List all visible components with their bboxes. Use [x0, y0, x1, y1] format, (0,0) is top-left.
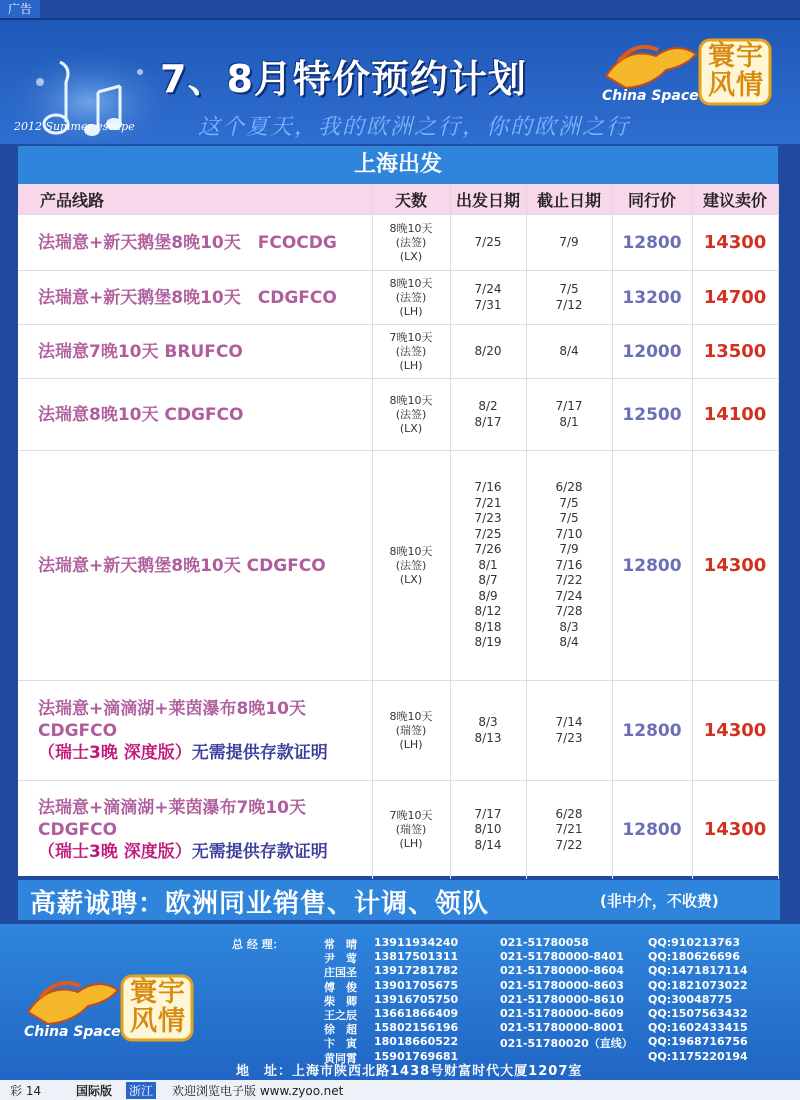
deadline-cell-value: 7/9: [559, 234, 579, 249]
peer-price-cell: 12800: [612, 215, 692, 271]
departure-cell-value: 7/26: [474, 542, 502, 557]
departure-cell-value: 7/16: [474, 480, 502, 495]
recruitment-note: (非中介，不收费): [600, 892, 719, 910]
deadline-cell: [526, 271, 612, 325]
departure-cell: [450, 325, 526, 379]
retail-price-cell: 13500: [692, 325, 778, 379]
departure-cell: [450, 215, 526, 271]
departure-cell: [450, 271, 526, 325]
days-cell-value: (LX): [399, 421, 423, 435]
days-cell: [372, 271, 450, 325]
departure-region: 上海出发: [18, 146, 778, 184]
deadline-cell-value: 7/28: [555, 604, 583, 619]
header-banner: [0, 20, 800, 144]
departure-cell: [450, 781, 526, 879]
contact-mobile: 13661866409: [374, 1007, 459, 1020]
route-name: 法瑞意+新天鹅堡8晚10天 CDGFCO: [38, 287, 337, 308]
contact-name: 傅 俊: [324, 980, 357, 994]
contact-name: 庄国圣: [324, 966, 357, 980]
route-name: 法瑞意8晚10天 CDGFCO: [38, 404, 244, 425]
departure-cell-value: 8/9: [478, 588, 498, 603]
website-link[interactable]: 欢迎浏览电子版 www.zyoo.net: [172, 1084, 344, 1098]
deadline-cell-value: 6/28: [555, 480, 583, 495]
contact-name: 柴 卿: [324, 994, 357, 1008]
deadline-cell-value: 7/22: [555, 837, 583, 852]
contact-qq: QQ:910213763: [648, 936, 740, 949]
contact-tel: 021-51780000-8604: [500, 964, 624, 978]
contact-qq: QQ:1175220194: [648, 1049, 748, 1063]
retail-price-cell: 14700: [692, 271, 778, 325]
recruitment-text: 高薪诚聘：欧洲同业销售、计调、领队: [30, 889, 490, 919]
days-cell: [372, 215, 450, 271]
edition-label: 国际版: [76, 1084, 113, 1098]
contact-qq: QQ:1602433415: [648, 1021, 748, 1035]
recruitment-banner: [18, 880, 780, 920]
contact-tel: 021-51780000-8610: [500, 992, 624, 1006]
route-cell: [18, 325, 372, 379]
contact-tel: 021-51780058: [500, 936, 589, 949]
deadline-cell: [526, 781, 612, 879]
route-cell: [18, 681, 372, 781]
retail-price-cell: 14300: [692, 781, 778, 879]
days-cell-value: 7晚10天: [389, 808, 433, 822]
table-row: [18, 681, 778, 781]
departure-cell-value: 8/7: [478, 573, 498, 588]
deadline-cell-value: 8/3: [559, 619, 579, 634]
departure-cell-value: 7/23: [474, 511, 502, 526]
route-cell: [18, 215, 372, 271]
table-header-row: [18, 184, 778, 215]
days-cell: [372, 451, 450, 681]
col-days: 天数: [372, 184, 450, 215]
days-cell: [372, 379, 450, 451]
departure-cell-value: 7/24: [474, 282, 502, 296]
departure-cell: [450, 451, 526, 681]
retail-price-cell: 14300: [692, 451, 778, 681]
days-cell-value: (LH): [399, 737, 423, 751]
contact-tel: 021-51780000-8001: [500, 1021, 624, 1035]
route-name-line: CDGFCO: [38, 720, 118, 741]
deadline-cell: [526, 681, 612, 781]
days-cell-value: (法签): [395, 290, 427, 304]
days-cell-value: 8晚10天: [389, 544, 433, 558]
page-title: 7、8月特价预约计划: [160, 57, 527, 101]
departure-cell-value: 7/25: [474, 234, 502, 249]
col-departure: 出发日期: [450, 184, 526, 215]
departure-cell: [450, 379, 526, 451]
departure-cell-value: 8/2: [478, 399, 498, 413]
departure-cell-value: 8/13: [474, 730, 502, 745]
deadline-cell-value: 7/12: [555, 297, 583, 312]
departure-cell-value: 8/18: [474, 619, 502, 634]
logo-chinese: 寰宇风情: [130, 977, 186, 1037]
contact-mobile: 13911934240: [374, 936, 459, 949]
deadline-cell-value: 6/28: [555, 806, 583, 821]
address: 地 址：上海市陕西北路1438号财富时代大厦1207室: [236, 1064, 583, 1079]
company-logo: [596, 36, 776, 108]
days-cell-value: 8晚10天: [389, 393, 433, 407]
departure-cell-value: 7/31: [474, 297, 502, 312]
page-subtitle: 这个夏天，我的欧洲之行，你的欧洲之行: [198, 115, 631, 140]
deadline-cell-value: 7/24: [555, 588, 583, 603]
deadline-cell-value: 7/17: [555, 399, 583, 413]
contact-tel: 021-51780000-8609: [500, 1007, 624, 1020]
peer-price-cell: 12800: [612, 681, 692, 781]
contact-name: 王之辰: [324, 1009, 357, 1022]
retail-price-cell: 14100: [692, 379, 778, 451]
deadline-cell-value: 7/14: [555, 715, 583, 729]
contact-mobile: 13901705675: [374, 978, 459, 992]
page-number: 彩 14: [10, 1084, 42, 1098]
retail-price-cell: 14300: [692, 681, 778, 781]
contact-mobile: 15802156196: [374, 1021, 459, 1035]
departure-cell-value: 7/17: [474, 806, 502, 821]
retail-price-cell: 14300: [692, 215, 778, 271]
route-name-line: 法瑞意+滴滴湖+莱茵瀑布8晚10天: [38, 698, 306, 719]
logo-english: China Space: [24, 1024, 121, 1040]
deadline-cell-value: 8/1: [559, 414, 579, 429]
gm-label: 总 经 理：: [232, 938, 284, 951]
peer-price-cell: 13200: [612, 271, 692, 325]
peer-price-cell: 12800: [612, 781, 692, 879]
contact-mobile: 13916705750: [374, 992, 459, 1006]
table-row: [18, 451, 778, 681]
departure-cell-value: 8/19: [474, 635, 502, 650]
deadline-cell-value: 8/4: [559, 635, 579, 650]
contact-mobile: 13917281782: [374, 964, 459, 978]
route-cell: [18, 379, 372, 451]
contact-qq: QQ:30048775: [648, 992, 733, 1006]
days-cell-value: (瑞签): [395, 723, 427, 737]
departure-cell-value: 8/10: [474, 822, 502, 836]
ad-label: 广告: [0, 0, 40, 18]
table-row: [18, 271, 778, 325]
departure-cell-value: 8/3: [478, 715, 498, 729]
days-cell-value: (法签): [395, 344, 427, 358]
contact-qq: QQ:1507563432: [648, 1007, 748, 1020]
deadline-cell-value: 7/21: [555, 822, 583, 836]
bottom-bar: [0, 1080, 800, 1100]
route-edition-note: （瑞士3晚 深度版）: [38, 841, 192, 862]
route-deposit-note: 无需提供存款证明: [191, 841, 328, 862]
col-peer-price: 同行价: [612, 184, 692, 215]
days-cell-value: (LH): [399, 836, 423, 850]
days-cell: [372, 325, 450, 379]
contact-qq: QQ:1821073022: [648, 978, 748, 992]
departure-cell-value: 8/20: [474, 343, 502, 358]
deadline-cell-value: 8/4: [559, 343, 579, 358]
route-cell: [18, 781, 372, 879]
departure-cell: [450, 681, 526, 781]
departure-cell-value: 8/12: [474, 604, 502, 619]
music-notes-icon: [10, 42, 170, 150]
contact-name: 常 晴: [324, 938, 357, 951]
contact-qq: QQ:1471817114: [648, 964, 748, 978]
peer-price-cell: 12800: [612, 451, 692, 681]
days-cell-value: (LX): [399, 572, 423, 586]
days-cell-value: 7晚10天: [389, 330, 433, 344]
days-cell-value: 8晚10天: [389, 221, 433, 235]
deadline-cell-value: 7/5: [559, 282, 579, 296]
days-cell-value: (法签): [395, 558, 427, 572]
departure-cell-value: 7/25: [474, 526, 502, 541]
deadline-cell-value: 7/16: [555, 557, 583, 572]
route-name: 法瑞意7晚10天 BRUFCO: [38, 341, 243, 362]
deadline-cell-value: 7/22: [555, 573, 583, 588]
contact-mobile: 18018660522: [374, 1035, 459, 1049]
route-deposit-note: 无需提供存款证明: [191, 742, 328, 763]
contact-name: 黄同霄: [324, 1051, 357, 1065]
contact-mobile: 15901769681: [374, 1049, 459, 1063]
days-cell-value: 8晚10天: [389, 709, 433, 723]
escape-caption: 2012 Summer escape: [14, 120, 135, 133]
days-cell-value: (LH): [399, 358, 423, 372]
deadline-cell: [526, 215, 612, 271]
route-name: 法瑞意+新天鹅堡8晚10天 CDGFCO: [38, 555, 326, 576]
price-table: [18, 146, 778, 876]
route-cell: [18, 271, 372, 325]
deadline-cell-value: 7/23: [555, 730, 583, 745]
logo-chinese: 寰宇风情: [708, 41, 764, 101]
table-row: [18, 379, 778, 451]
region-badge: 浙江: [126, 1082, 156, 1099]
departure-cell-value: 7/21: [474, 495, 502, 510]
route-name: 法瑞意+新天鹅堡8晚10天 FCOCDG: [38, 232, 337, 253]
deadline-cell: [526, 379, 612, 451]
route-name-line: 法瑞意+滴滴湖+莱茵瀑布7晚10天: [38, 797, 306, 818]
table-row: [18, 325, 778, 379]
contact-name: 徐 超: [324, 1023, 357, 1037]
days-cell-value: (LH): [399, 304, 423, 318]
peer-price-cell: 12000: [612, 325, 692, 379]
itinerary-table: [18, 184, 779, 879]
deadline-cell-value: 7/10: [555, 526, 583, 541]
days-cell-value: (瑞签): [395, 822, 427, 836]
table-row: [18, 781, 778, 879]
contact-name: 尹 莺: [324, 952, 357, 966]
route-edition-note: （瑞士3晚 深度版）: [38, 742, 192, 763]
days-cell-value: (法签): [395, 235, 427, 249]
table-row: [18, 215, 778, 271]
route-cell: [18, 451, 372, 681]
days-cell: [372, 681, 450, 781]
deadline-cell: [526, 451, 612, 681]
contact-tel: 021-51780020（直线）: [500, 1037, 633, 1051]
peer-price-cell: 12500: [612, 379, 692, 451]
contact-mobile: 13817501311: [374, 950, 459, 964]
deadline-cell: [526, 325, 612, 379]
departure-cell-value: 8/17: [474, 414, 502, 429]
deadline-cell-value: 7/9: [559, 542, 579, 557]
col-retail-price: 建议卖价: [692, 184, 778, 215]
col-route: 产品线路: [18, 184, 372, 215]
deadline-cell-value: 7/5: [559, 495, 579, 510]
contact-qq: QQ:180626696: [648, 950, 740, 964]
col-deadline: 截止日期: [526, 184, 612, 215]
departure-cell-value: 8/1: [478, 557, 498, 572]
deadline-cell-value: 7/5: [559, 511, 579, 526]
logo-english: China Space: [602, 88, 699, 104]
footer-logo: [18, 972, 198, 1044]
contact-name: 卞 寅: [324, 1037, 357, 1051]
route-name-line: CDGFCO: [38, 819, 118, 840]
days-cell-value: 8晚10天: [389, 276, 433, 290]
days-cell-value: (LX): [399, 249, 423, 263]
contact-tel: 021-51780000-8401: [500, 950, 624, 964]
days-cell-value: (法签): [395, 407, 427, 421]
contact-tel: 021-51780000-8603: [500, 978, 624, 992]
contact-qq: QQ:1968716756: [648, 1035, 748, 1049]
departure-cell-value: 8/14: [474, 837, 502, 852]
days-cell: [372, 781, 450, 879]
